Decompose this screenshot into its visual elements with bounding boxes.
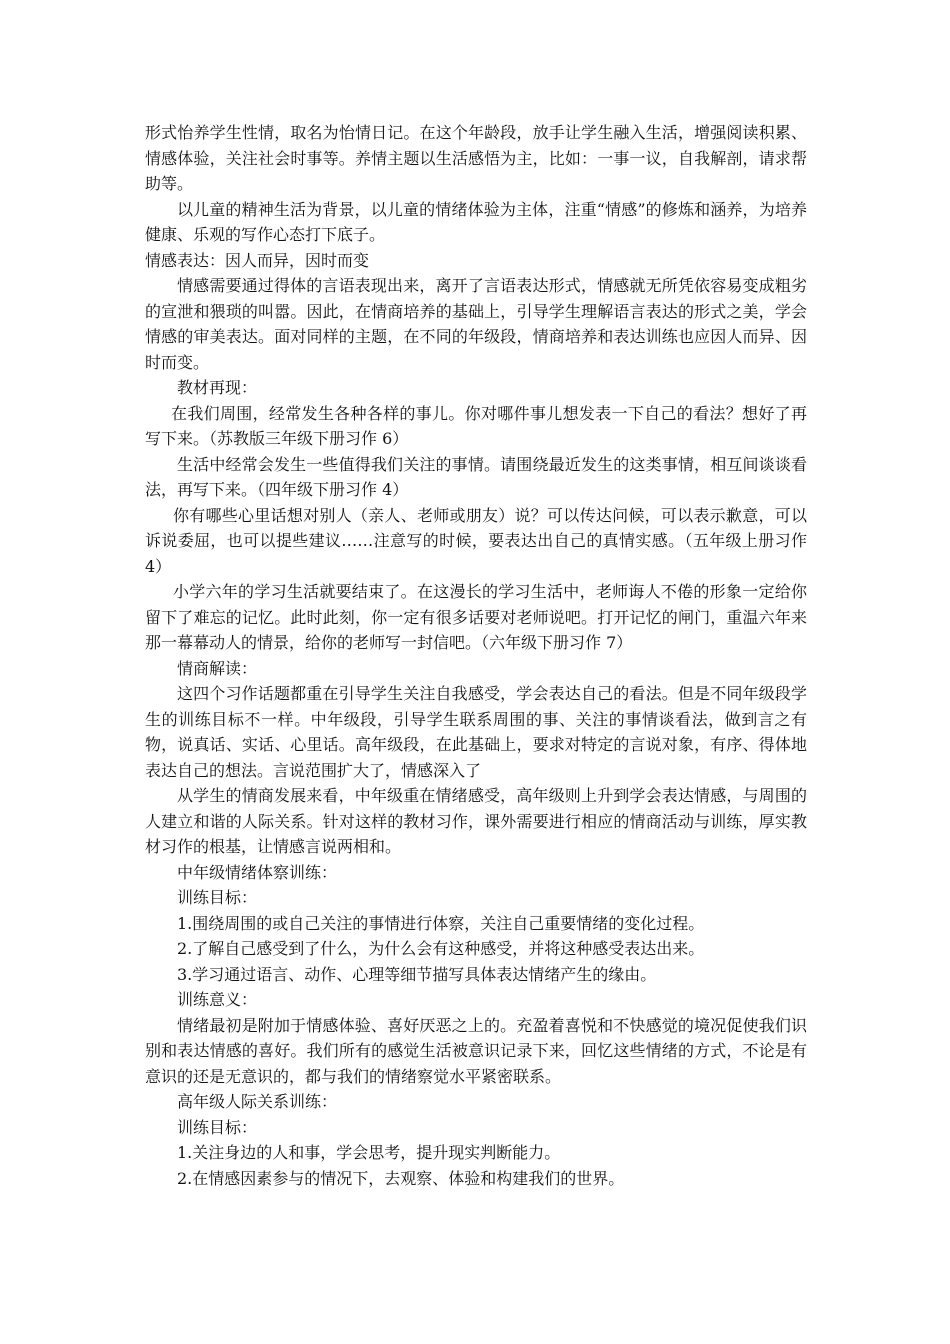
paragraph-grade6-task: 小学六年的学习生活就要结束了。在这漫长的学习生活中，老师诲人不倦的形象一定给你留下了难忘的记忆。此时此刻，你一定有很多话要对老师说吧。打开记忆的闸门，重温六年来那一幕幕动人的情景，给你的老师写一封信吧。（六年级下册习作 7） (145, 582, 807, 652)
list-item-goal-3: 3.学习通过语言、动作、心理等细节描写具体表达情绪产生的缘由。 (177, 964, 657, 984)
paragraph-eq-interpretation: 这四个习作话题都重在引导学生关注自我感受，学会表达自己的看法。但是不同年级段学生的训练目标不一样。中年级段，引导学生联系周围的事、关注的事情谈看法，做到言之有物，说真话、实话、心里话。高年级段，在此基础上，要求对特定的言说对象，有序、得体地表达自己的想法。言说范围扩大了，情感深入了 (145, 684, 807, 780)
heading-middle-grade-training: 中年级情绪体察训练： (177, 862, 338, 882)
list-item-high-goal-2: 2.在情感因素参与的情况下，去观察、体验和构建我们的世界。 (177, 1168, 625, 1188)
paragraph-grade3-task: 在我们周围，经常发生各种各样的事儿。你对哪件事儿想发表一下自己的看法？想好了再写下来。（苏教版三年级下册习作 6） (145, 403, 807, 448)
list-item-goal-1: 1.围绕周围的或自己关注的事情进行体察，关注自己重要情绪的变化过程。 (177, 913, 705, 933)
heading-training-goals-1: 训练目标： (177, 888, 258, 907)
document-body (145, 120, 807, 1191)
heading-training-goals-2: 训练目标： (177, 1117, 258, 1137)
paragraph-child-spirit: 以儿童的精神生活为背景，以儿童的情绪体验为主体，注重“情感”的修炼和涵养，为培养健康、乐观的写作心态打下底子。 (145, 199, 807, 244)
heading-textbook-reproduce: 教材再现： (177, 378, 258, 397)
paragraph-intro-continued: 形式怡养学生性情，取名为怡情日记。在这个年龄段，放手让学生融入生活，增强阅读积累、情感体验，关注社会时事等。养情主题以生活感悟为主，比如：一事一议，自我解剖，请求帮助等。 (145, 123, 807, 193)
list-item-high-goal-1: 1.关注身边的人和事，学会思考，提升现实判断能力。 (177, 1143, 561, 1162)
paragraph-grade4-task: 生活中经常会发生一些值得我们关注的事情。请围绕最近发生的这类事情，相互间谈谈看法，再写下来。（四年级下册习作 4） (145, 454, 807, 499)
heading-eq-interpretation: 情商解读： (177, 658, 258, 678)
heading-training-meaning: 训练意义： (177, 990, 258, 1009)
paragraph-grade5-task: 你有哪些心里话想对别人（亲人、老师或朋友）说？可以传达问候，可以表示歉意，可以诉说委屈，也可以提些建议……注意写的时候，要表达出自己的真情实感。（五年级上册习作 4） (145, 505, 807, 576)
list-item-goal-2: 2.了解自己感受到了什么，为什么会有这种感受，并将这种感受表达出来。 (177, 939, 705, 958)
section-heading-emotion-expression: 情感表达：因人而异，因时而变 (145, 250, 370, 270)
paragraph-eq-development: 从学生的情商发展来看，中年级重在情绪感受，高年级则上升到学会表达情感，与周围的人建立和谐的人际关系。针对这样的教材习作，课外需要进行相应的情商活动与训练，厚实教材习作的根基，让情感言说两相和。 (145, 786, 807, 856)
paragraph-emotion-expression: 情感需要通过得体的言语表现出来，离开了言语表达形式，情感就无所凭依容易变成粗劣的宣泄和猥琐的叫嚣。因此，在情商培养的基础上，引导学生理解语言表达的形式之美，学会情感的审美表达。面对同样的主题，在不同的年级段，情商培养和表达训练也应因人而异、因时而变。 (145, 276, 807, 372)
paragraph-training-meaning: 情绪最初是附加于情感体验、喜好厌恶之上的。充盈着喜悦和不快感觉的境况促使我们识别和表达情感的喜好。我们所有的感觉生活被意识记录下来，回忆这些情绪的方式，不论是有意识的还是无意识的，都与我们的情绪察觉水平紧密联系。 (145, 1015, 807, 1086)
heading-high-grade-training: 高年级人际关系训练： (177, 1092, 338, 1111)
